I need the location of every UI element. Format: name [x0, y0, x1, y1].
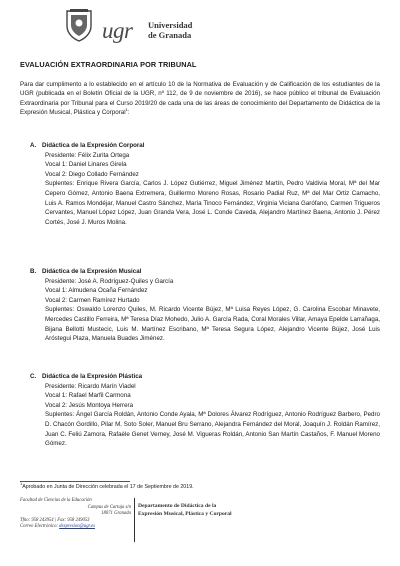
address-line: Facultad de Ciencias de la Educación — [20, 498, 92, 503]
institution-name: Universidad de Granada — [148, 20, 193, 40]
email-link[interactable]: dexpresion@ugr.es — [59, 524, 95, 530]
intro-paragraph: Para dar cumplimento a lo establecido en el artículo 10 de la Normativa de Evaluación y de Calificación de los estudiantes de la UGR (publicada en el Boletín Oficial de la UGR, nº 112, de 9 de noviembre de 2016), se hace público el tribunal de Evaluación Extraordinaria por Tribunal para el Curso 2019/20 de cada una de las áreas de conocimiento del Departamento de Didáctica de la Expresión Musical, Plástica y Corporal$^1$: — [20, 81, 380, 116]
footnote-divider — [20, 481, 130, 482]
document-title: EVALUACIÓN EXTRAORDINARIA POR TRIBUNAL — [20, 60, 197, 69]
vocal-1: Vocal 1: Almudena Ocaña Fernández — [45, 287, 148, 295]
footnote: $^1$Aprobado en Junta de Dirección celebrada el 17 de Septiembre de 2019. — [20, 481, 194, 490]
page-header — [62, 8, 362, 58]
section-expresion-corporal — [30, 141, 380, 227]
presidente: Presidente: Félix Zurita Ortega — [45, 151, 130, 159]
ugr-logotype: ugr — [102, 18, 133, 43]
section-expresion-musical — [30, 267, 380, 344]
vocal-2: Vocal 2: Carmen Ramírez Hurtado — [45, 296, 140, 304]
address-line: Campus de Cartuja s/n — [87, 504, 131, 510]
section-heading: B. Didáctica de la Expresión Musical — [30, 268, 142, 275]
suplentes: Suplentes: Oswaldo Lorenzo Quiles, M. Ricardo Vicente Bújez, Mª Luisa Reyes López, G. Carolina Escobar Minavete, Mercedes Castillo Ferreira, Mª Teresa Díaz Mohedo, Julio A. García Rada, Coral Morales Villar, Amaya Epelde Larrañaga, Bijana Bellotti Mustecic, Luis M. Martínez Escribano, Mª Teresa Segura López, Alejandro Vicente Bújez, José Luis Aróstegui Plaza, Manuela Buades Jiménez. — [45, 306, 380, 343]
section-expresion-plastica — [30, 372, 380, 449]
suplentes: Suplentes: Enrique Rivera García, Carlos J. López Gutiérrez, Miguel Jiménez Martín, Pedro Valdivia Moral, Mª del Mar Cepero Gómez, Antonio Baena Extremera, Guillermo Moreno Rosas, Rosario Padial Ruz, Mª del Mar Ortiz Camacho, Luis A. Ramos Mondéjar, Manuel Castro Sánchez, María Tinoco Fernández, Virginia Viciana Garófano, Carmen Trigueros Cervantes, Manuel López López, Juan Granda Vera, José L. Conde Caveda, Alejandro Martínez Baena, Antonio J. Pérez Cortés, José J. Muros Molina. — [45, 180, 380, 226]
suplentes: Suplentes: Ángel García Roldán, Antonio Conde Ayala, Mª Dolores Álvarez Rodríguez, Antonio Rodríguez Barbero, Pedro D. Chacón Gordillo, Pilar M. Soto Soler, Manuel Bru Serrano, Alejandra Fernández del Moral, Joaquín J. Roldán Ramírez, Juan C. Feliú Zamora, Rafaèle Genet Verney, José M. Vigueras Roldán, Antonio San Martín Castaños, F. Manuel Moreno Gómez. — [45, 411, 380, 448]
footnote-reference: 1 — [125, 106, 128, 112]
presidente: Presidente: José A. Rodríguez-Quiles y García — [45, 277, 174, 285]
vocal-1: Vocal 1: Rafael Marfil Carmona — [45, 392, 131, 400]
address-line: Tfno: 958 243954 | Fax: 958 249053 — [20, 517, 90, 523]
presidente: Presidente: Ricardo Marín Viadel — [45, 382, 136, 390]
vocal-2: Vocal 2: Jesús Montoya Herrera — [45, 401, 134, 409]
vocal-1: Vocal 1: Daniel Linares Girela — [45, 161, 127, 169]
page-footer — [20, 498, 380, 548]
section-heading: C. Didáctica de la Expresión Plástica — [30, 373, 143, 380]
footer-divider — [134, 498, 135, 542]
university-crest-icon — [62, 8, 96, 42]
address-line: 18071 Granada — [101, 511, 131, 517]
section-heading: A. Didáctica de la Expresión Corporal — [30, 142, 145, 149]
email-line: Correo Electrónico: dexpresion@ugr.es — [20, 524, 95, 530]
footer-address — [20, 498, 132, 531]
footer-department: Departamento de Didáctica de la Expresión Musical, Plástica y Corporal — [138, 503, 232, 517]
vocal-2: Vocal 2: Diego Collado Fernández — [45, 170, 139, 178]
